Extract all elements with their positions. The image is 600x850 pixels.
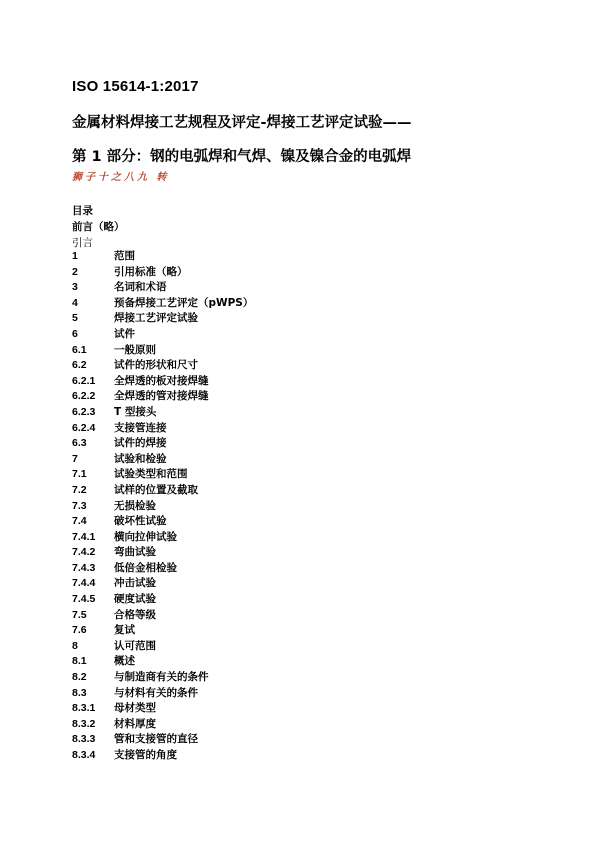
toc-entry-title: 试验类型和范围 [114,468,188,481]
toc-entry [72,717,253,733]
toc-entry [72,358,253,374]
toc-entry-number: 1 [72,250,78,262]
toc-entry [72,374,253,390]
toc-entry-number: 7.4.5 [72,593,96,606]
toc-entry-number: 8.3.4 [72,749,96,761]
toc-entry-title: 一般原则 [114,343,156,356]
toc-entry-number: 6.3 [72,437,87,450]
toc-entry-title: 材料厚度 [114,717,156,730]
toc-entry-number: 6.2.4 [72,421,96,434]
toc-entry [72,343,253,359]
toc-entry [72,327,253,343]
toc-entry-title: 管和支接管的直径 [114,733,198,746]
toc-introduction: 引言 [72,237,93,249]
toc-entry-title: 认可范围 [114,639,156,652]
toc-entry [72,592,253,608]
toc-entry [72,405,253,421]
toc-entry-title: 名词和术语 [114,281,167,294]
toc-entry-number: 8 [72,639,78,652]
toc-preface: 前言（略） [72,221,125,233]
toc-entry-title: 与材料有关的条件 [114,686,198,699]
toc-entry-title: T 型接头 [114,405,157,418]
toc-entry-title: 全焊透的管对接焊缝 [114,390,209,403]
document-title-line-2: 第 1 部分：钢的电弧焊和气焊、镍及镍合金的电弧焊 [72,149,412,165]
toc-entry-number: 8.3 [72,686,87,699]
toc-entry [72,311,253,327]
toc-entry [72,732,253,748]
toc-entry [72,436,253,452]
toc-entry-number: 7.4.1 [72,530,96,543]
toc-entry [72,499,253,515]
toc-entry-title: 支接管的角度 [114,749,177,761]
toc-entry-number: 6.2.1 [72,374,96,387]
toc-entry [72,561,253,577]
toc-entry-title: 试样的位置及截取 [114,483,198,496]
toc-entry-number: 6.2 [72,359,87,372]
toc-entry-number: 7.4 [72,515,87,528]
toc-entry-title: 试件 [114,327,135,340]
toc-entry-title: 焊接工艺评定试验 [114,312,198,325]
toc-entry [72,654,253,670]
toc-entry-number: 7.3 [72,499,87,512]
toc-entry-title: 引用标准（略） [114,265,188,278]
toc-entry-title: 硬度试验 [114,593,156,606]
toc-entry-number: 7 [72,452,78,465]
toc-entry-title: 概述 [114,655,135,668]
toc-entry [72,748,253,764]
toc-entry-number: 6.2.2 [72,390,96,403]
toc-entry-title: 低倍金相检验 [114,561,177,574]
toc-entry-title: 复试 [114,624,135,637]
toc-entry-number: 7.4.4 [72,577,96,590]
toc-entry-number: 7.1 [72,468,87,481]
toc-entry-number: 8.1 [72,655,87,668]
toc-entry-title: 支接管连接 [114,421,167,434]
toc-entry-number: 6.2.3 [72,405,96,418]
toc-entry [72,608,253,624]
document-title-line-1: 金属材料焊接工艺规程及评定-焊接工艺评定试验—— [72,115,412,131]
toc-entry-number: 3 [72,281,78,294]
standard-number: ISO 15614-1:2017 [72,78,199,95]
toc-entry-number: 7.2 [72,483,87,496]
toc-entry [72,280,253,296]
toc-entry-title: 范围 [114,250,135,262]
toc-entry [72,452,253,468]
toc-entry-title: 试件的焊接 [114,437,167,450]
toc-entry-title: 冲击试验 [114,577,156,590]
toc-entry [72,389,253,405]
toc-entry-title: 母材类型 [114,702,156,715]
toc-entry [72,639,253,655]
toc-entry [72,421,253,437]
toc-entry-title: 预备焊接工艺评定（pWPS） [114,296,254,309]
toc-entry [72,623,253,639]
toc-entry-number: 5 [72,312,78,325]
table-of-contents [72,249,253,764]
toc-entry-title: 试件的形状和尺寸 [114,359,198,372]
toc-entry [72,545,253,561]
toc-entry-title: 横向拉伸试验 [114,530,177,543]
toc-entry-title: 弯曲试验 [114,546,156,559]
author-signature: 狮子十之八九 转 [72,172,170,183]
toc-entry-title: 破坏性试验 [114,515,167,528]
toc-entry [72,701,253,717]
toc-entry-number: 6 [72,327,78,340]
toc-entry-title: 无损检验 [114,499,156,512]
toc-entry-number: 2 [72,265,78,278]
toc-entry-number: 8.3.3 [72,733,96,746]
toc-entry [72,467,253,483]
toc-entry-number: 4 [72,296,78,309]
toc-entry-title: 合格等级 [114,608,156,621]
toc-entry-number: 8.3.2 [72,717,96,730]
toc-entry [72,530,253,546]
toc-entry-number: 7.4.3 [72,561,96,574]
toc-entry-number: 7.6 [72,624,87,637]
toc-entry [72,686,253,702]
toc-entry [72,249,253,265]
toc-entry [72,296,253,312]
toc-entry [72,670,253,686]
toc-entry-number: 6.1 [72,343,87,356]
toc-entry-number: 8.3.1 [72,702,96,715]
toc-entry-number: 8.2 [72,671,87,684]
toc-entry-number: 7.4.2 [72,546,96,559]
toc-entry-number: 7.5 [72,608,87,621]
toc-heading: 目录 [72,205,93,217]
toc-entry-title: 全焊透的板对接焊缝 [114,374,209,387]
toc-entry [72,483,253,499]
toc-entry [72,576,253,592]
toc-entry-title: 与制造商有关的条件 [114,671,209,684]
toc-entry [72,514,253,530]
toc-entry [72,265,253,281]
toc-entry-title: 试验和检验 [114,452,167,465]
